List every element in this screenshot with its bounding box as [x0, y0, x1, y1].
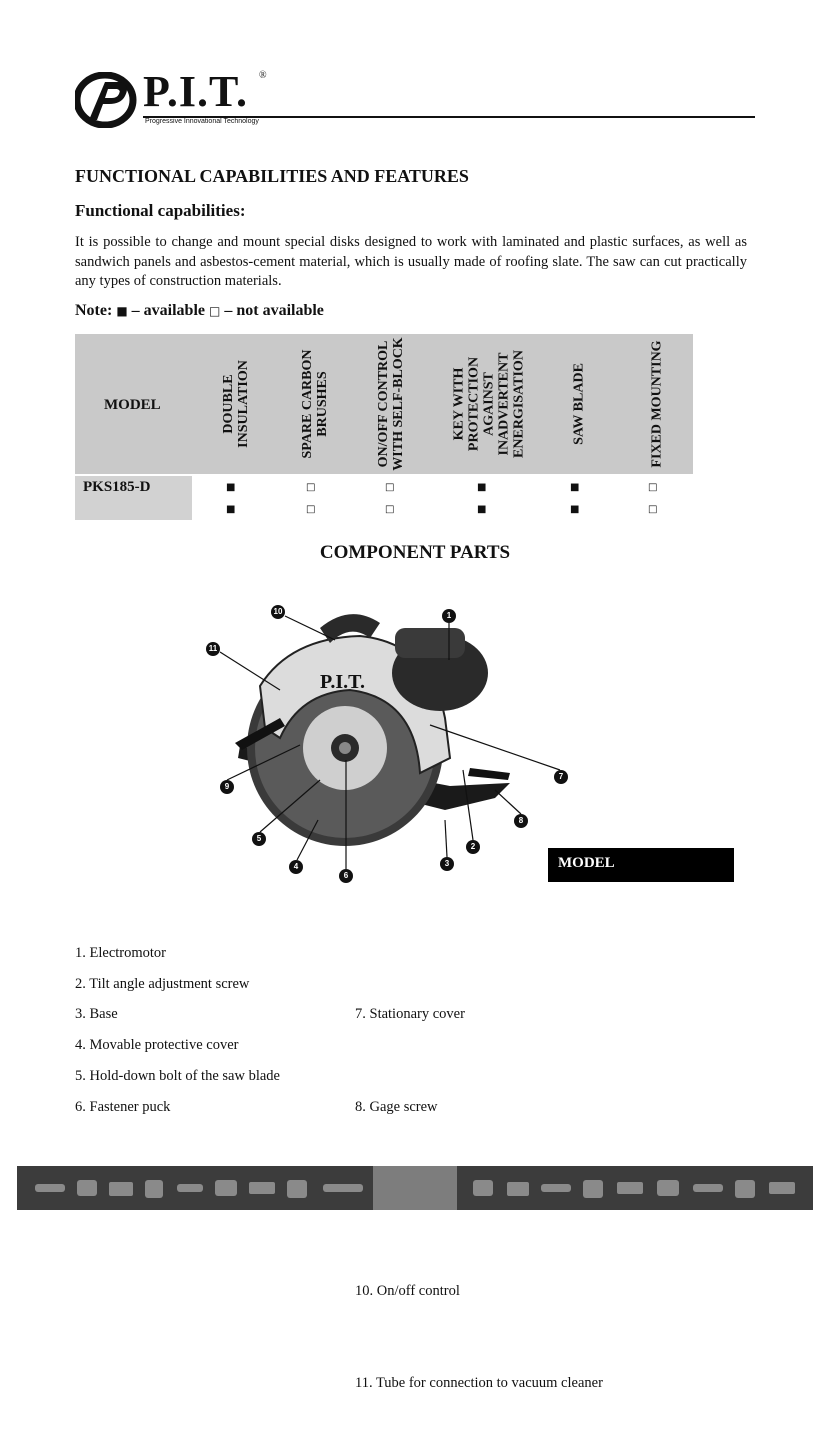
model-box-label: MODEL: [558, 855, 615, 871]
table-cell: □: [306, 482, 316, 493]
guard-brand: P.I.T.: [320, 671, 366, 693]
list-item: 11. Tube for connection to vacuum cleaner: [355, 1374, 603, 1391]
brand-tagline: Progressive Innovational Technology: [145, 118, 259, 125]
list-item: 10. On/off control: [355, 1282, 460, 1299]
callout-4: 4: [289, 860, 303, 874]
available-symbol: ■: [116, 304, 128, 318]
list-item: 3. Base: [75, 1006, 118, 1023]
model-column-header: MODEL: [104, 397, 161, 413]
callout-3: 3: [440, 857, 454, 871]
table-cell: □: [648, 504, 658, 515]
list-item: 6. Fastener puck: [75, 1098, 171, 1115]
list-item: 2. Tilt angle adjustment screw: [75, 975, 250, 992]
unavailable-symbol: □: [209, 304, 221, 318]
footer-tool-icons: [17, 1166, 813, 1210]
callout-6: 6: [339, 869, 353, 883]
subsection-title: Functional capabilities:: [75, 201, 246, 220]
table-cell: □: [385, 482, 395, 493]
components-title: COMPONENT PARTS: [319, 542, 511, 563]
callout-1: 1: [442, 609, 456, 623]
table-cell: ■: [570, 504, 580, 515]
table-cell: ■: [477, 504, 487, 515]
callout-5: 5: [252, 832, 266, 846]
callout-2: 2: [466, 840, 480, 854]
callout-11: 11: [206, 642, 220, 656]
list-item: 4. Movable protective cover: [75, 1037, 239, 1054]
list-item: 8. Gage screw: [355, 1098, 438, 1115]
available-text: – available: [131, 302, 205, 319]
table-cell: □: [306, 504, 316, 515]
parts-list-left: [75, 938, 280, 1122]
table-cell: ■: [477, 482, 487, 493]
model-name: PKS185-D: [83, 479, 151, 495]
callout-10: 10: [271, 605, 285, 619]
pit-logo-icon: [75, 72, 137, 128]
capabilities-paragraph: It is possible to change and mount special disks designed to work with laminated and plastic surfaces, as well as sandwich panels and asbestos-cement material, which is usually made of roofing slate. The saw can cut practically any types of construction materials.: [75, 234, 747, 289]
callout-7: 7: [554, 770, 568, 784]
list-item: 7. Stationary cover: [355, 1006, 465, 1023]
circular-saw-illustration: [220, 598, 530, 876]
table-cell: ■: [226, 504, 236, 515]
callout-8: 8: [514, 814, 528, 828]
list-item: 5. Hold-down bolt of the saw blade: [75, 1067, 280, 1084]
table-cell: ■: [570, 482, 580, 493]
legend-note: [75, 302, 324, 320]
list-item: 1. Electromotor: [75, 945, 167, 961]
table-cell: □: [385, 504, 395, 515]
registered-mark: ®: [259, 70, 267, 81]
table-cell: □: [648, 482, 658, 493]
brand-name: P.I.T.: [143, 67, 249, 116]
unavailable-text: – not available: [224, 302, 324, 319]
table-cell: ■: [226, 482, 236, 493]
section-title: FUNCTIONAL CAPABILITIES AND FEATURES: [75, 166, 469, 186]
note-label: Note:: [75, 302, 113, 319]
callout-9: 9: [220, 780, 234, 794]
